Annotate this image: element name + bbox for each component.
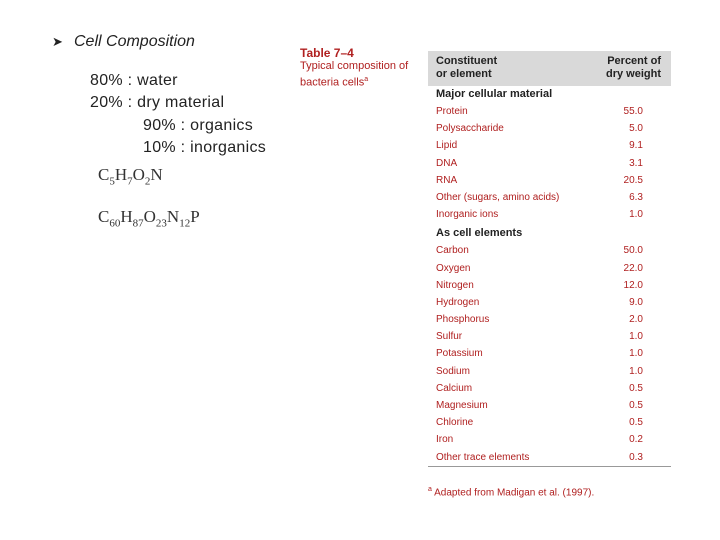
row-value: 50.0 <box>623 245 643 257</box>
row-value: 20.5 <box>623 174 643 186</box>
row-name: Iron <box>436 434 454 446</box>
row-value: 1.0 <box>629 348 643 360</box>
row-name: RNA <box>436 174 458 186</box>
row-value: 0.3 <box>629 451 643 463</box>
row-name: Polysaccharide <box>436 123 504 135</box>
row-name: Sulfur <box>436 331 463 343</box>
row-value: 1.0 <box>629 209 643 221</box>
row-name: Nitrogen <box>436 279 474 291</box>
row-name: DNA <box>436 157 458 169</box>
table-row <box>428 414 671 431</box>
row-name: Potassium <box>436 348 483 360</box>
row-name: Calcium <box>436 382 473 394</box>
row-value: 0.5 <box>629 382 643 394</box>
table-row <box>428 397 671 414</box>
row-name: Carbon <box>436 245 469 257</box>
bullet-title: Cell Composition <box>74 33 195 50</box>
row-value: 0.5 <box>629 400 643 411</box>
table-row <box>428 277 671 294</box>
organics-line: 90% : organics <box>143 117 254 134</box>
table-row <box>428 449 671 466</box>
row-name: Hydrogen <box>436 296 480 308</box>
table-row <box>428 120 671 137</box>
row-name: Inorganic ions <box>436 209 499 221</box>
formula-full: $C_{60}H_{87}O_{23}N_{12}P$ <box>98 207 200 230</box>
formula-simple: $C_5H_7O_2N$ <box>98 165 163 188</box>
table-row <box>428 311 671 328</box>
table-row <box>428 380 671 397</box>
row-value: 55.0 <box>623 106 643 117</box>
section-heading: As cell elements <box>436 227 523 240</box>
table-row <box>428 189 671 206</box>
row-name: Other trace elements <box>436 451 530 463</box>
row-name: Phosphorus <box>436 314 490 326</box>
header-constituent: Constituent or element <box>436 55 498 80</box>
row-name: Protein <box>436 106 468 117</box>
table-row <box>428 155 671 172</box>
table-row <box>428 242 671 259</box>
arrow-bullet-icon: ➤ <box>52 34 63 49</box>
table-row <box>428 431 671 448</box>
row-value: 0.2 <box>629 434 643 446</box>
row-value: 9.1 <box>629 140 643 152</box>
table-caption <box>300 47 415 90</box>
row-name: Other (sugars, amino acids) <box>436 191 560 203</box>
row-name: Magnesium <box>436 400 488 411</box>
inorganics-line: 10% : inorganics <box>143 139 267 156</box>
table-row <box>428 328 671 345</box>
section-heading: Major cellular material <box>436 88 553 100</box>
row-name: Chlorine <box>436 417 474 429</box>
dry-material-line: 20% : dry material <box>90 94 225 111</box>
table-row <box>428 103 671 120</box>
row-value: 9.0 <box>629 296 643 308</box>
table-row <box>428 172 671 189</box>
table-header <box>428 51 671 86</box>
table-row <box>428 206 671 223</box>
row-value: 22.0 <box>623 262 643 274</box>
water-line: 80% : water <box>90 72 178 89</box>
row-value: 1.0 <box>629 331 643 343</box>
table-row <box>428 294 671 311</box>
row-value: 6.3 <box>629 191 643 203</box>
row-value: 3.1 <box>629 157 643 169</box>
row-name: Lipid <box>436 140 458 152</box>
header-percent: Percent of dry weight <box>605 55 661 80</box>
table-number: Table 7–4 <box>300 46 354 60</box>
table-row <box>428 363 671 380</box>
row-value: 2.0 <box>629 314 643 326</box>
row-name: Oxygen <box>436 262 471 274</box>
table-row <box>428 260 671 277</box>
table-subtitle: Typical composition of bacteria cells$^a$ <box>300 60 409 89</box>
row-value: 1.0 <box>629 365 643 377</box>
row-value: 12.0 <box>623 279 643 291</box>
composition-table <box>428 51 671 467</box>
table-bottom-rule <box>428 466 671 467</box>
row-name: Sodium <box>436 365 470 377</box>
table-row <box>428 345 671 362</box>
table-footnote: $^a$ Adapted from Madigan et al. (1997). <box>428 486 595 499</box>
row-value: 0.5 <box>629 417 643 429</box>
table-row <box>428 137 671 154</box>
bullet-heading <box>52 33 195 51</box>
row-value: 5.0 <box>629 123 643 135</box>
